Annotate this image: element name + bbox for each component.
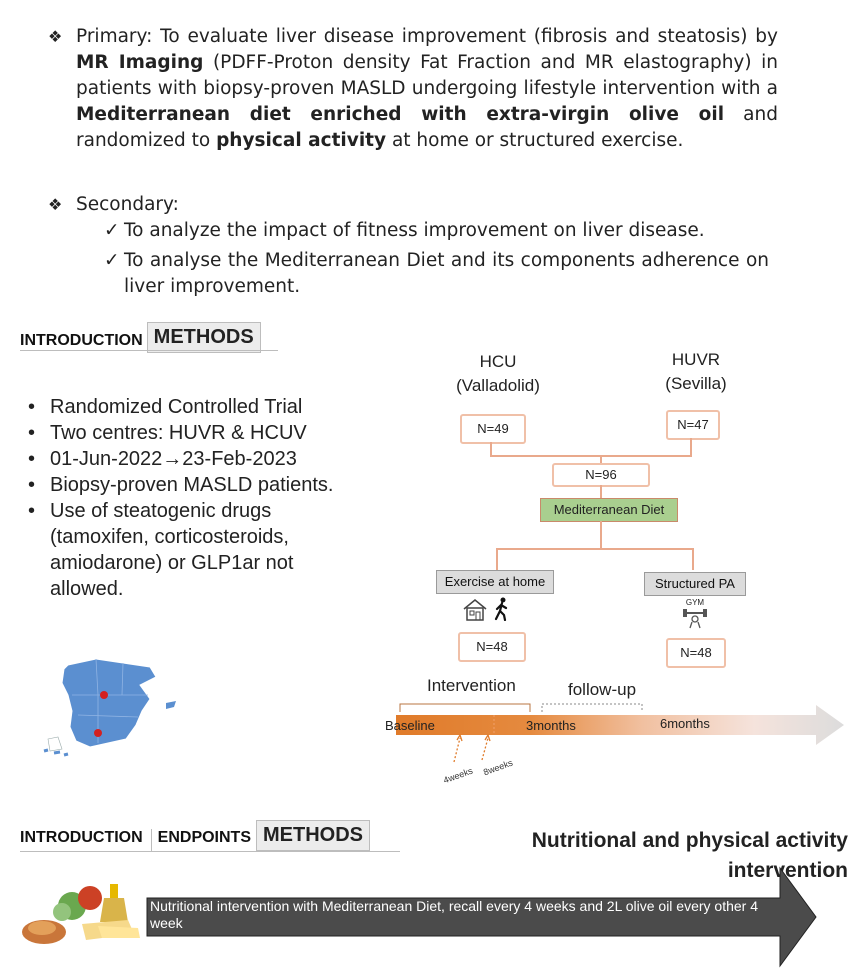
- primary-text-1: Primary: To evaluate liver disease improvement (fibrosis and steatosis) by: [76, 26, 778, 47]
- sevilla-marker-icon: [94, 729, 102, 737]
- secondary-item: [104, 218, 769, 244]
- tab-introduction[interactable]: INTRODUCTION: [20, 829, 143, 846]
- primary-bold-physical-activity: physical activity: [216, 130, 387, 151]
- eight-weeks-label: 8weeks: [482, 757, 515, 778]
- arm1-count-box: N=48: [458, 632, 526, 662]
- tab-methods[interactable]: METHODS: [147, 322, 261, 353]
- gym-dumbbell-icon: [680, 606, 710, 630]
- list-item: • Biopsy-proven MASLD patients.: [28, 472, 390, 498]
- baseline-label: Baseline: [385, 718, 435, 733]
- tabbar-divider: [20, 350, 278, 351]
- three-months-label: 3months: [526, 718, 576, 733]
- valladolid-marker-icon: [100, 691, 108, 699]
- secondary-item-text: To analyse the Mediterranean Diet and its components adherence on liver improvement.: [124, 250, 769, 297]
- list-item: • Use of steatogenic drugs (tamoxifen, corticosteroids, amiodarone) or GLP1ar not allowed.: [28, 498, 350, 602]
- tab-methods[interactable]: METHODS: [256, 820, 370, 851]
- total-count-box: N=96: [552, 463, 650, 487]
- checkmark-icon: ✓: [104, 220, 120, 241]
- primary-bold-mr-imaging: MR Imaging: [76, 52, 204, 73]
- intervention-label: Intervention: [427, 676, 516, 695]
- connector-line: [490, 442, 492, 456]
- checkmark-icon: ✓: [104, 250, 120, 271]
- list-item: • 01-Jun-2022→23-Feb-2023: [28, 446, 370, 472]
- connector-line: [496, 548, 694, 550]
- followup-label: follow-up: [568, 680, 637, 699]
- list-item: • Two centres: HUVR & HCUV: [28, 420, 370, 446]
- structured-pa-box: Structured PA: [644, 572, 746, 596]
- exercise-at-home-box: Exercise at home: [436, 570, 554, 594]
- primary-text-4: at home or structured exercise.: [386, 130, 684, 151]
- secondary-item: [104, 248, 769, 300]
- secondary-objective: [48, 192, 778, 218]
- section-tabbar: [20, 322, 261, 353]
- tabbar-divider: [20, 851, 400, 852]
- food-illustration-icon: [16, 882, 148, 946]
- secondary-item-text: To analyze the impact of fitness improvement on liver disease.: [124, 220, 705, 241]
- primary-text-2: (PDFF-Proton density Fat Fraction and MR elastography) in patients with biopsy-proven MASLD undergoing lifestyle intervention with a: [76, 52, 778, 99]
- primary-bold-diet: Mediterranean diet enriched with extra-virgin olive oil: [76, 104, 725, 125]
- connector-line: [600, 485, 602, 498]
- week-markers: [440, 734, 500, 764]
- huvr-count-box: N=47: [666, 410, 720, 440]
- connector-line: [690, 438, 692, 456]
- house-icon: [462, 598, 488, 622]
- huvr-city: (Sevilla): [665, 374, 727, 393]
- four-weeks-label: 4weeks: [442, 765, 475, 786]
- primary-objective: [48, 24, 778, 154]
- hcu-name: HCU: [479, 352, 517, 371]
- mediterranean-diet-box: Mediterranean Diet: [540, 498, 678, 522]
- connector-line: [600, 521, 602, 549]
- tab-introduction[interactable]: INTRODUCTION: [20, 332, 143, 349]
- list-item: • Randomized Controlled Trial: [28, 394, 370, 420]
- arm2-count-box: N=48: [666, 638, 726, 668]
- huvr-name: HUVR: [671, 350, 721, 369]
- connector-line: [490, 455, 692, 457]
- tab-endpoints[interactable]: ENDPOINTS: [151, 829, 251, 851]
- four-diamond-bullet-icon: ❖: [48, 195, 63, 214]
- primary-text-3: and randomized to: [76, 104, 778, 151]
- connector-line: [692, 548, 694, 570]
- four-diamond-bullet-icon: ❖: [48, 27, 63, 46]
- nutrition-arrow-text: Nutritional intervention with Mediterranean Diet, recall every 4 weeks and 2L olive oil every other 4 week: [150, 898, 759, 931]
- nutrition-title-line1: Nutritional and physical activity: [531, 829, 848, 852]
- connector-line: [496, 548, 498, 570]
- secondary-label: Secondary:: [76, 194, 179, 215]
- connector-line: [600, 455, 602, 463]
- section-tabbar-2: [20, 820, 370, 851]
- hcu-city: (Valladolid): [456, 376, 540, 395]
- gym-label: GYM: [685, 598, 705, 607]
- hcu-count-box: N=49: [460, 414, 526, 444]
- methods-list: [28, 394, 390, 602]
- spain-map: [38, 655, 186, 767]
- six-months-label: 6months: [660, 716, 710, 731]
- nutrition-title-line2: intervention: [727, 859, 848, 882]
- walking-person-icon: [492, 597, 512, 621]
